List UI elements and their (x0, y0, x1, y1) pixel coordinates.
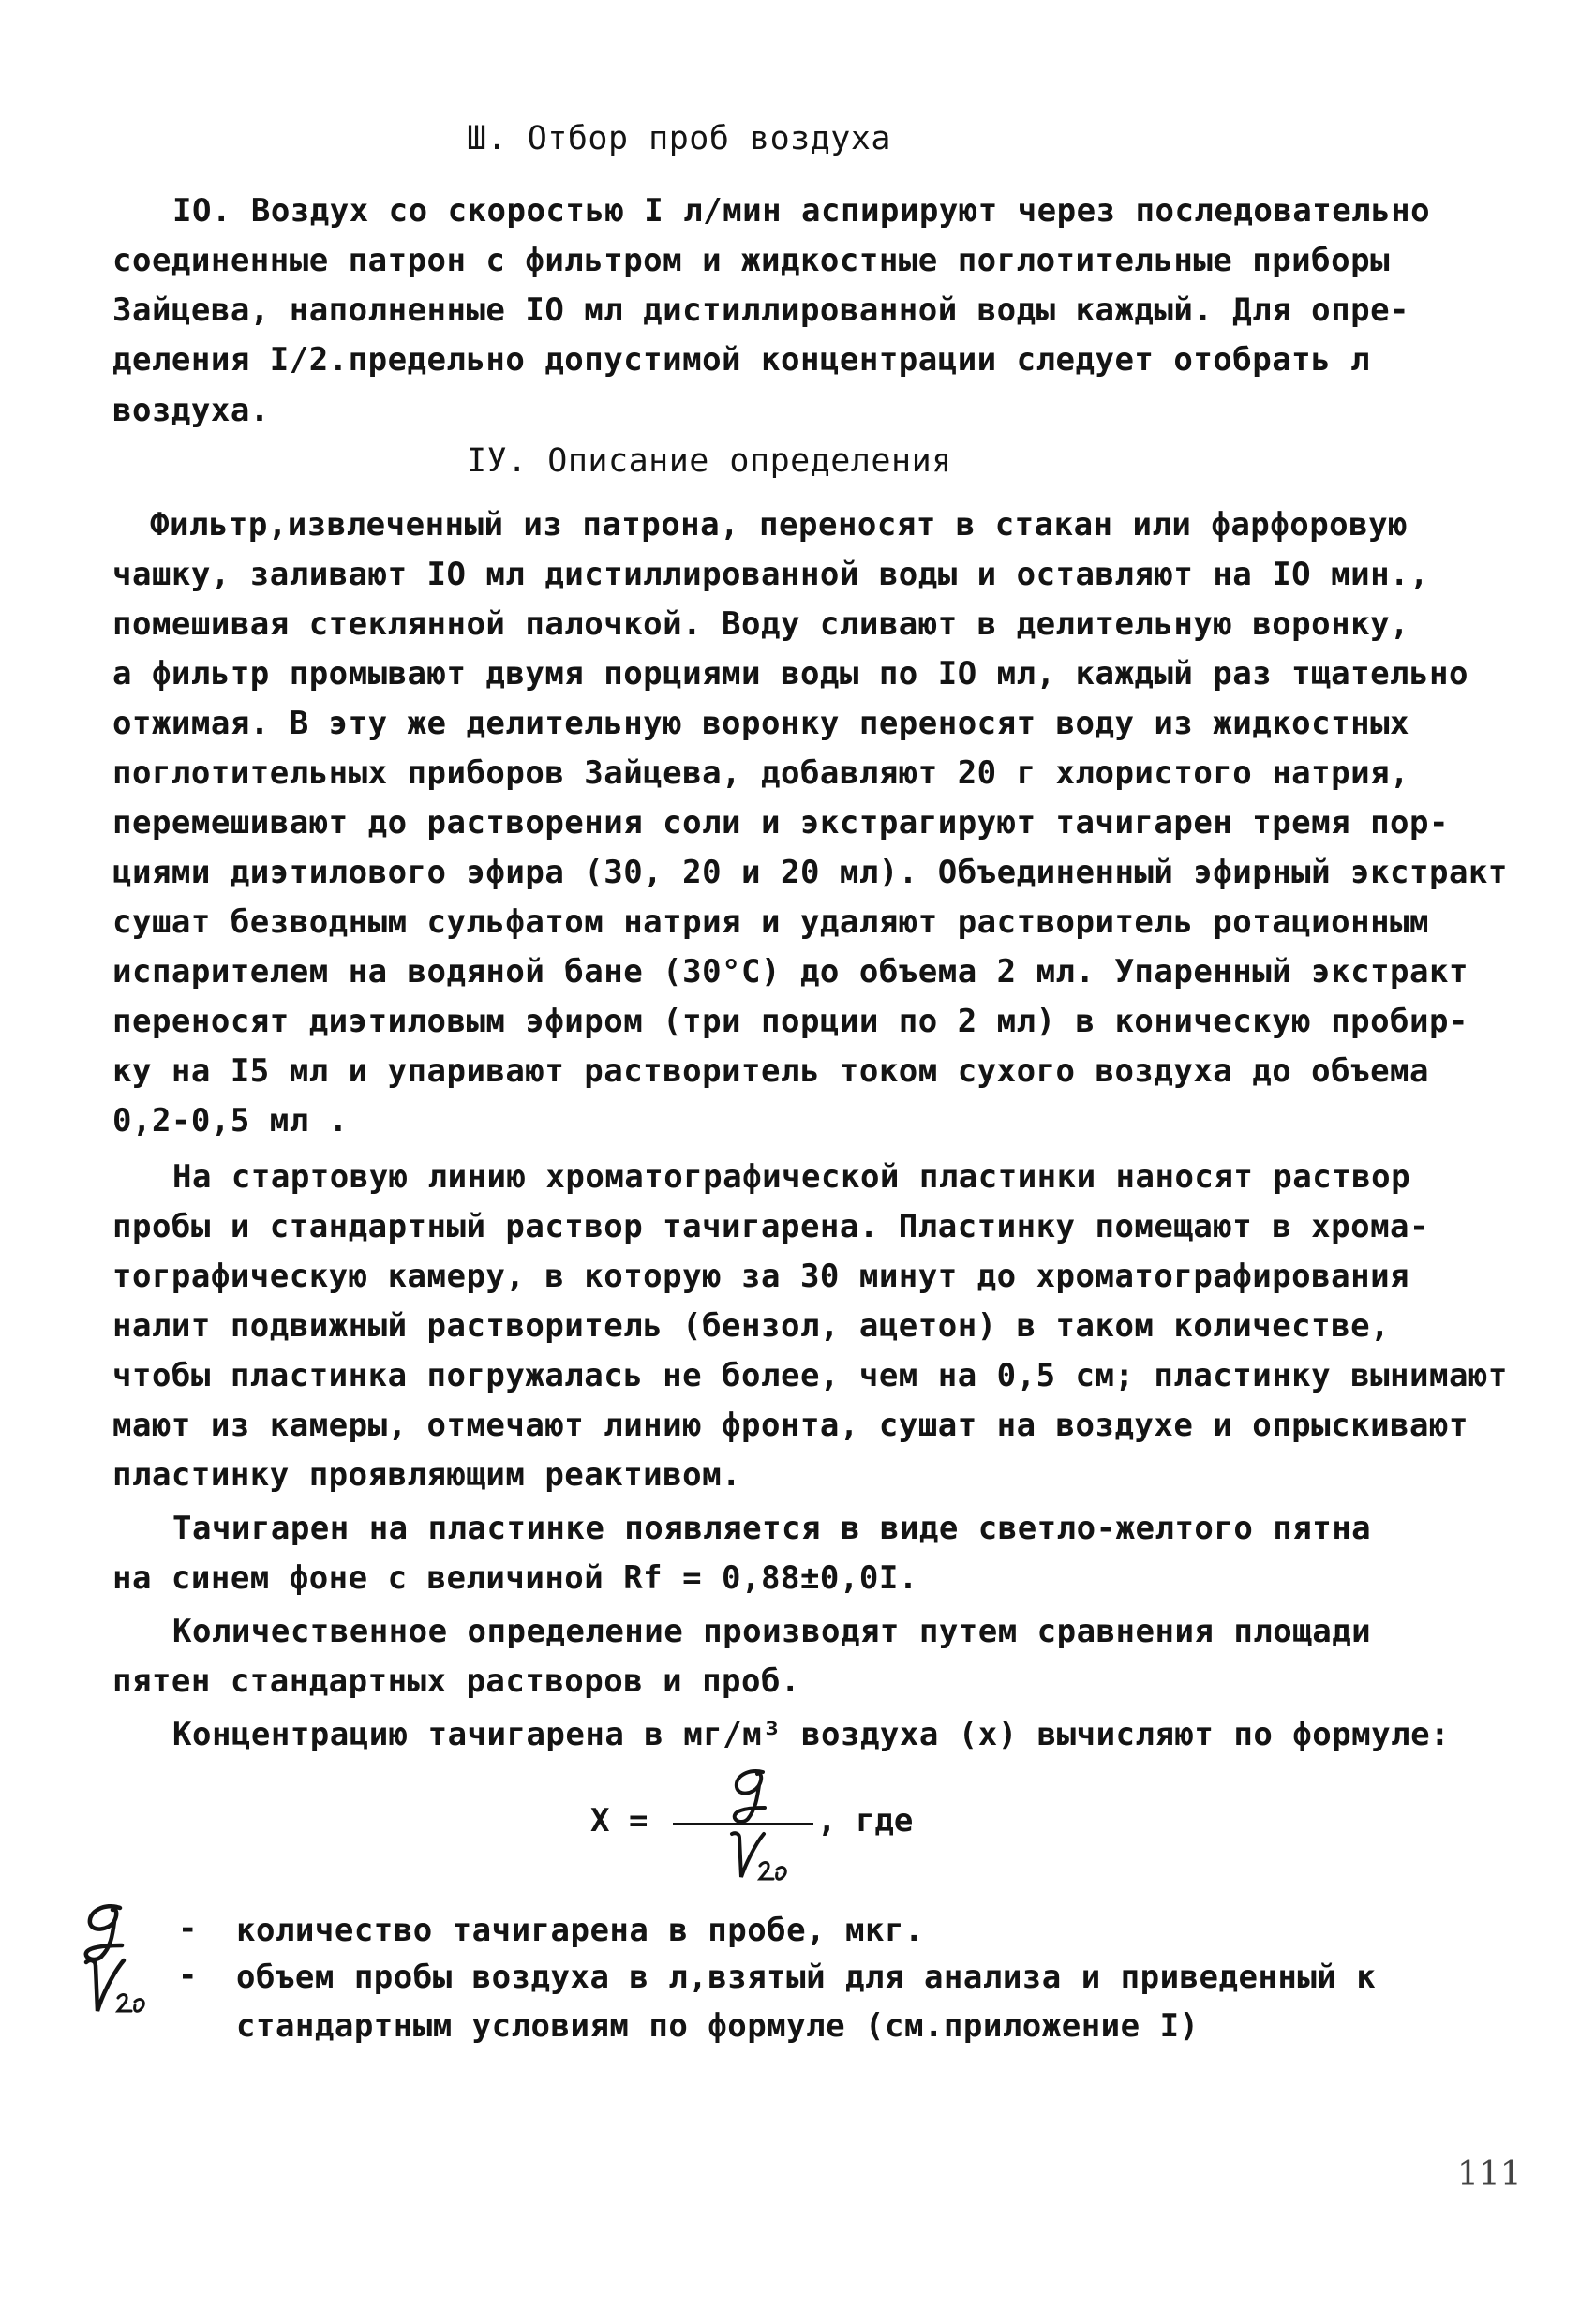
para2-line-2: пробы и стандартный раствор тачигарена. Пластинку помещают в хрома- (112, 1208, 1429, 1245)
para5-line-1: Концентрацию тачигарена в мг/м³ воздуха (x) вычисляют по формуле: (172, 1716, 1451, 1753)
v20-symbol-definition (81, 1955, 156, 2022)
para1-line-5: отжимая. В эту же делительную воронку переносят воду из жидкостных (112, 705, 1410, 742)
formula-numerator-g-symbol (722, 1766, 787, 1825)
para1-line-1: Фильтр,извлеченный из патрона, переносят в стакан или фарфоровую (150, 506, 1409, 544)
formula-lhs: X = (590, 1802, 648, 1840)
para1-line-2: чашку, заливают IO мл дистиллированной воды и оставляют на IO мин., (112, 556, 1429, 593)
section-3-line-1: IO. Воздух со скоростью I л/мин аспирируют через последовательно (172, 192, 1431, 230)
para2-line-6: мают из камеры, отмечают линию фронта, сушат на воздухе и опрыскивают (112, 1407, 1468, 1444)
definition-1-text: количество тачигарена в пробе, мкг. (236, 1912, 924, 1949)
definition-2-dash: - (178, 1957, 198, 1994)
section-3-line-5: воздуха. (112, 392, 270, 429)
para1-line-11: переносят диэтиловым эфиром (три порции по 2 мл) в коническую пробир- (112, 1003, 1468, 1040)
para2-line-4: налит подвижный растворитель (бензол, ацетон) в таком количестве, (112, 1307, 1391, 1345)
para1-line-3: помешивая стеклянной палочкой. Воду сливают в делительную воронку, (112, 605, 1410, 643)
section-3-line-3: Зайцева, наполненные IO мл дистиллированной воды каждый. Для опре- (112, 291, 1410, 329)
formula-denominator-v20-symbol (726, 1828, 792, 1888)
section-4-heading: IУ. Описание определения (467, 442, 952, 480)
concentration-formula (572, 1766, 965, 1898)
para4-line-2: пятен стандартных растворов и проб. (112, 1662, 800, 1700)
para1-line-7: перемешивают до растворения соли и экстрагируют тачигарен тремя пор- (112, 804, 1449, 842)
section-3-line-4: деления I/2.предельно допустимой концентрации следует отобрать л (112, 341, 1371, 379)
para1-line-10: испарителем на водяной бане (30°С) до объема 2 мл. Упаренный экстракт (112, 953, 1468, 991)
definition-2-text-line-1: объем пробы воздуха в л,взятый для анализа и приведенный к (236, 1959, 1377, 1996)
para3-line-1: Тачигарен на пластинке появляется в виде светло-желтого пятна (172, 1510, 1372, 1547)
para2-line-3: тографическую камеру, в которую за 30 минут до хроматографирования (112, 1258, 1410, 1295)
formula-fraction-bar (673, 1823, 813, 1825)
formula-tail: , где (817, 1802, 914, 1840)
para1-line-12: ку на I5 мл и упаривают растворитель током сухого воздуха до объема (112, 1052, 1429, 1090)
para4-line-1: Количественное определение производят путем сравнения площади (172, 1613, 1372, 1650)
section-3-heading: Ш. Отбор проб воздуха (467, 120, 892, 157)
para1-line-6: поглотительных приборов Зайцева, добавляют 20 г хлористого натрия, (112, 754, 1410, 792)
para2-line-1: На стартовую линию хроматографической пластинки наносят раствор (172, 1158, 1411, 1196)
para2-line-5: чтобы пластинка погружалась не более, чем на 0,5 см; пластинку вынимают (112, 1357, 1508, 1394)
section-3-line-2: соединенные патрон с фильтром и жидкостные поглотительные приборы (112, 242, 1391, 279)
para1-line-8: циями диэтилового эфира (30, 20 и 20 мл). Объединенный эфирный экстракт (112, 854, 1508, 891)
para2-line-7: пластинку проявляющим реактивом. (112, 1456, 742, 1494)
page-number: 111 (1457, 2155, 1522, 2194)
para1-line-9: сушат безводным сульфатом натрия и удаляют растворитель ротационным (112, 903, 1429, 941)
definition-2-text-line-2: стандартным условиям по формуле (см.приложение I) (236, 2007, 1200, 2045)
para1-line-13: 0,2-0,5 мл . (112, 1102, 349, 1140)
para3-line-2: на синем фоне с величиной Rf = 0,88±0,0I. (112, 1559, 918, 1597)
para1-line-4: а фильтр промывают двумя порциями воды по IO мл, каждый раз тщательно (112, 655, 1468, 693)
definition-1-dash: - (178, 1910, 198, 1947)
